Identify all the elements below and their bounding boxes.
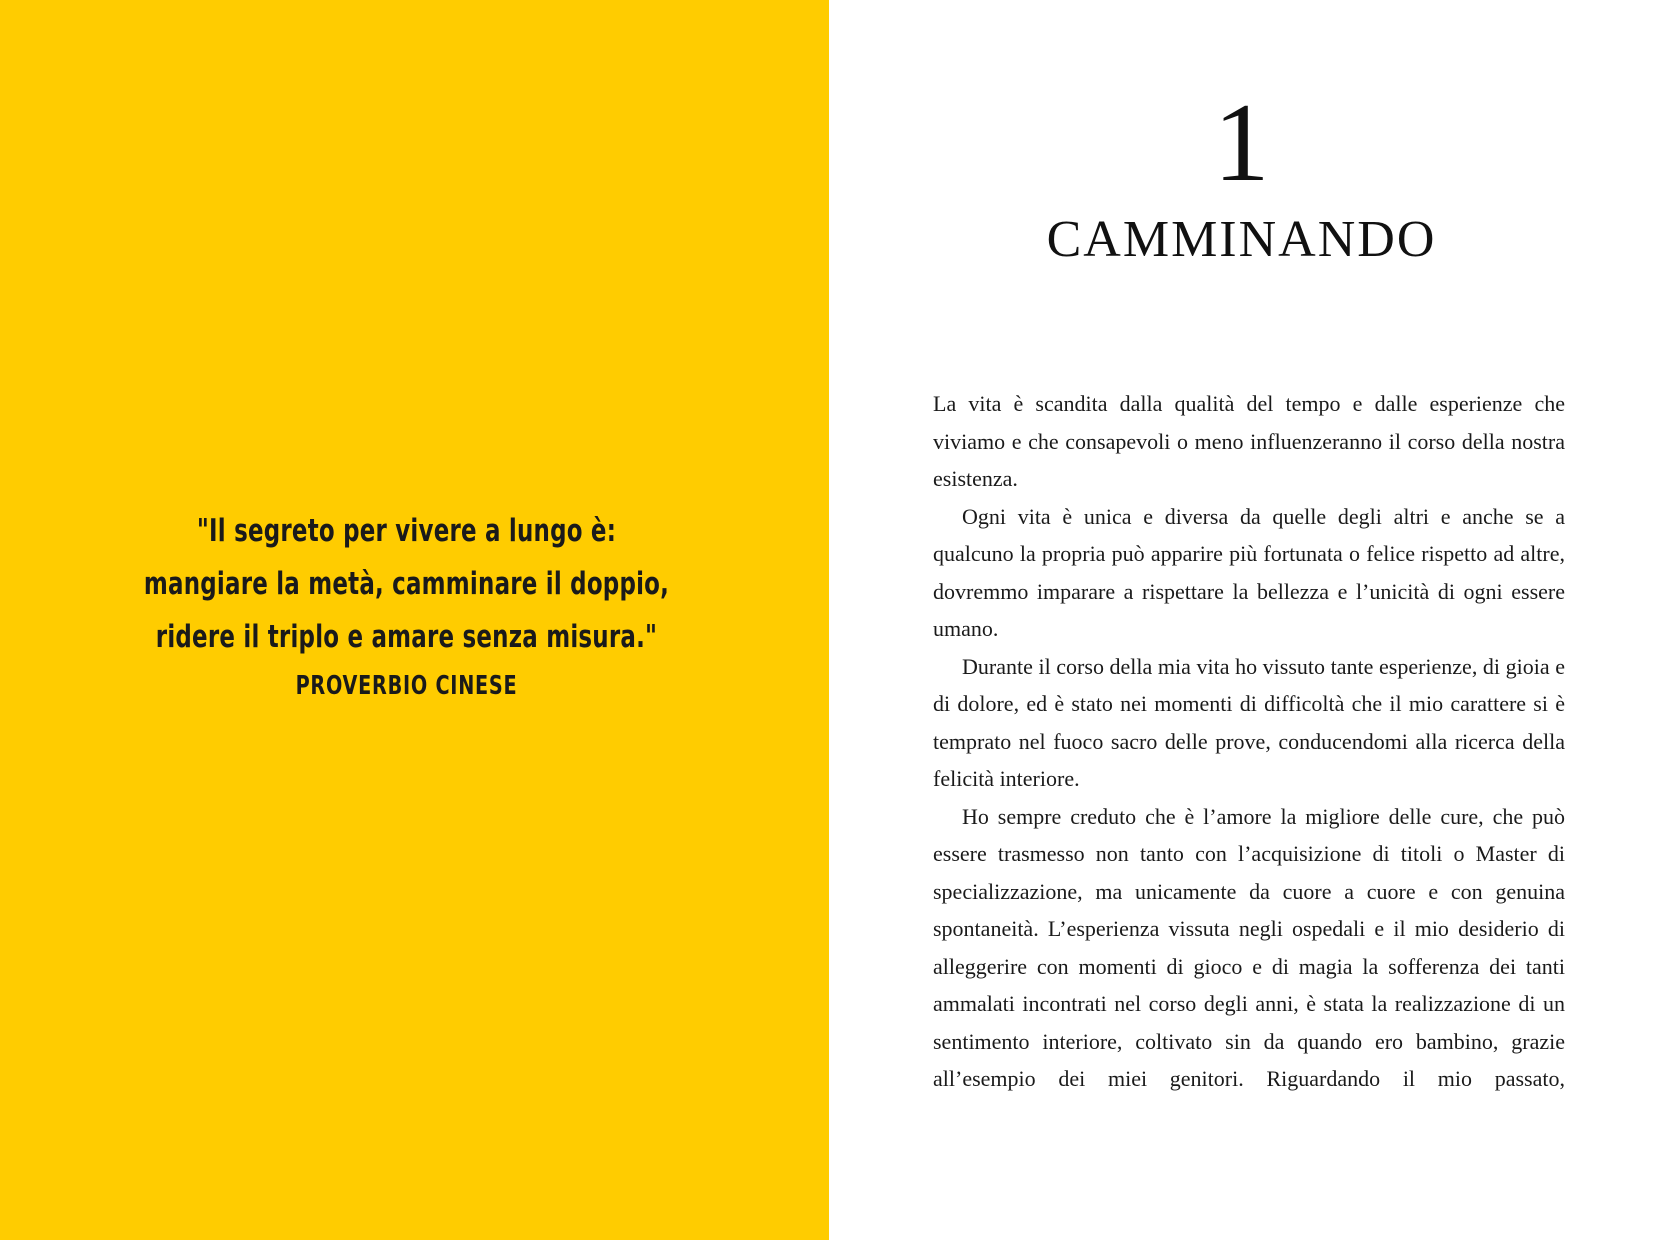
- quote-line-1: "Il segreto per vivere a lungo è:: [196, 513, 617, 549]
- paragraph-3: Durante il corso della mia vita ho vissuto tante esperienze, di gioia e di dolore, ed è stato nei momenti di difficoltà che il mio carattere si è temprato nel fuoco sacro delle prove, conducendomi alla ricerca della felicità interiore.: [933, 653, 1565, 791]
- chapter-number: 1: [1213, 81, 1270, 205]
- quote-author: PROVERBIO CINESE: [295, 671, 518, 701]
- chapter-title: CAMMINANDO: [1046, 211, 1437, 268]
- chapter-body-text: [933, 385, 1565, 1098]
- quote-line-3: ridere il triplo e amare senza misura.": [155, 619, 658, 655]
- paragraph-4: Ho sempre creduto che è l’amore la migliore delle cure, che può essere trasmesso non tanto con l’acquisizione di titoli o Master di specializzazione, ma unicamente da cuore a cuore e con genuina spontaneità. L’esperienza vissuta negli ospedali e il mio desiderio di alleggerire con momenti di gioco e di magia la sofferenza dei tanti ammalati incontrati nel corso degli anni, è stata la realizzazione di un sentimento interiore, coltivato sin da quando ero bambino, grazie all’esempio dei miei genitori. Riguardando il mio passato,: [933, 803, 1565, 1091]
- right-page-chapter: [829, 0, 1654, 1240]
- quote-line-2: mangiare la metà, camminare il doppio,: [143, 566, 670, 602]
- paragraph-1: La vita è scandita dalla qualità del tempo e dalle esperienze che viviamo e che consapevoli o meno influenzeranno il corso della nostra esistenza.: [933, 391, 1565, 491]
- epigraph-quote: [0, 505, 813, 706]
- paragraph-2: Ogni vita è unica e diversa da quelle degli altri e anche se a qualcuno la propria può apparire più fortunata o felice rispetto ad altre, dovremmo imparare a rispettare la bellezza e l’unicità di ogni essere umano.: [933, 503, 1565, 641]
